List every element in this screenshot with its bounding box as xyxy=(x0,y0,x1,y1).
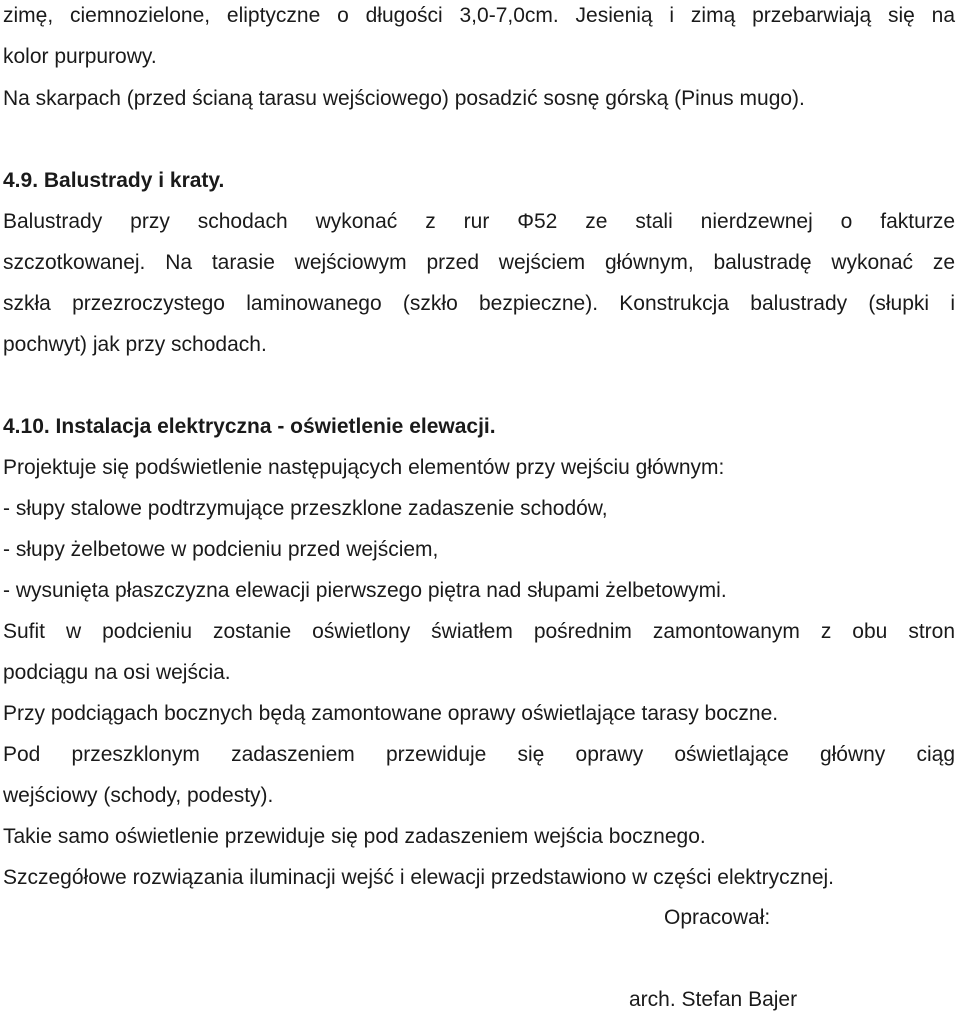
section-4-10-line-5: Sufit w podcieniu zostanie oświetlony światłem pośrednim zamontowanym z obu stron xyxy=(3,620,955,643)
section-4-10-line-2: - słupy stalowe podtrzymujące przeszklone zadaszenie schodów, xyxy=(3,497,608,520)
section-4-10-line-6: podciągu na osi wejścia. xyxy=(3,661,231,684)
intro-line-1: zimę, ciemnozielone, eliptyczne o długości 3,0-7,0cm. Jesienią i zimą przebarwiają się na xyxy=(3,4,955,27)
section-4-10-heading: 4.10. Instalacja elektryczna - oświetlenie elewacji. xyxy=(3,415,496,438)
section-4-10-line-11: Szczegółowe rozwiązania iluminacji wejść i elewacji przedstawiono w części elektrycznej. xyxy=(3,866,834,889)
section-4-9-line-4: pochwyt) jak przy schodach. xyxy=(3,333,267,356)
section-4-9-line-2: szczotkowanej. Na tarasie wejściowym przed wejściem głównym, balustradę wykonać ze xyxy=(3,251,955,274)
prepared-by-label: Opracował: xyxy=(664,906,771,929)
section-4-9-heading: 4.9. Balustrady i kraty. xyxy=(3,169,225,192)
section-4-9-line-1: Balustrady przy schodach wykonać z rur Φ52 ze stali nierdzewnej o fakturze xyxy=(3,210,955,233)
section-4-10-line-1: Projektuje się podświetlenie następujących elementów przy wejściu głównym: xyxy=(3,456,725,479)
intro-line-3: Na skarpach (przed ścianą tarasu wejściowego) posadzić sosnę górską (Pinus mugo). xyxy=(3,87,805,110)
section-4-10-line-3: - słupy żelbetowe w podcieniu przed wejściem, xyxy=(3,538,439,561)
section-4-10-line-4: - wysunięta płaszczyzna elewacji pierwszego piętra nad słupami żelbetowymi. xyxy=(3,579,727,602)
section-4-9-line-3: szkła przezroczystego laminowanego (szkło bezpieczne). Konstrukcja balustrady (słupki i xyxy=(3,292,955,315)
section-4-10-line-9: wejściowy (schody, podesty). xyxy=(3,784,274,807)
section-4-10-line-7: Przy podciągach bocznych będą zamontowane oprawy oświetlające tarasy boczne. xyxy=(3,702,779,725)
section-4-10-line-10: Takie samo oświetlenie przewiduje się pod zadaszeniem wejścia bocznego. xyxy=(3,825,706,848)
intro-line-2: kolor purpurowy. xyxy=(3,45,157,68)
author-name: arch. Stefan Bajer xyxy=(629,988,798,1011)
section-4-10-line-8: Pod przeszklonym zadaszeniem przewiduje się oprawy oświetlające główny ciąg xyxy=(3,743,955,766)
